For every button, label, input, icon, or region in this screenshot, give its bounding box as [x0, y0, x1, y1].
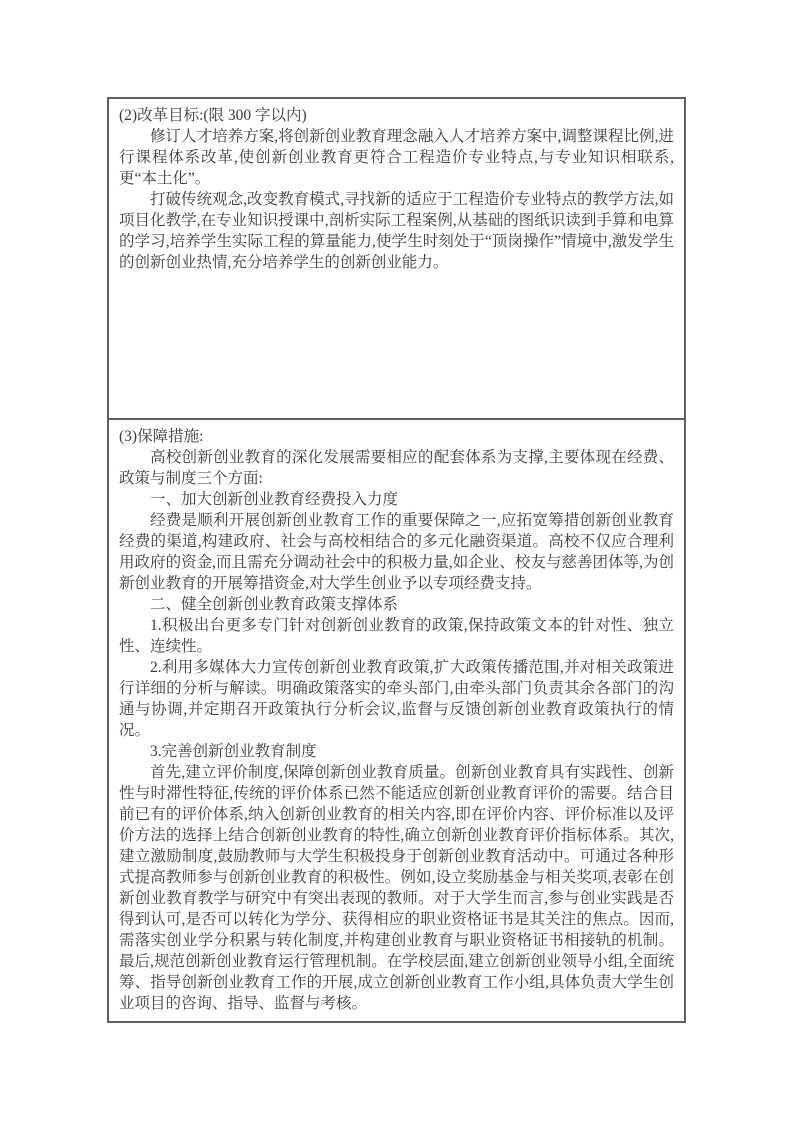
safeguard-subheading-policy: 二、健全创新创业教育政策支撑体系: [150, 596, 399, 613]
safeguard-paragraph: 1.积极出台更多专门针对创新创业教育的政策,保持政策文本的针对性、独立性、连续性。: [119, 617, 674, 655]
reform-paragraph: 打破传统观念,改变教育模式,寻找新的适应于工程造价专业特点的教学方法,如项目化教学,在专业知识授课中,剖析实际工程案例,从基础的图纸识读到手算和电算的学习,培养学生实际工程的算量能力,使学生时刻处于“顶岗操作”情境中,激发学生的创新创业热情,充分培养学生的创新创业能力。: [119, 191, 674, 271]
safeguard-subheading-funding: 一、加大创新创业教育经费投入力度: [150, 491, 399, 508]
safeguard-paragraph: 首先,建立评价制度,保障创新创业教育质量。创新创业教育具有实践性、创新性与时滞性特征,传统的评价体系已然不能适应创新创业教育评价的需要。结合目前已有的评价体系,纳入创新创业教育的相关内容,即在评价内容、评价标准以及评价方法的选择上结合创新创业教育的特性,确立创新创业教育评价指标体系。其次,建立激励制度,鼓励教师与大学生积极投身于创新创业教育活动中。可通过各种形式提高教师参与创新创业教育的积极性。例如,设立奖励基金与相关奖项,表彰在创新创业教育教学与研究中有突出表现的教师。对于大学生而言,参与创业实践是否得到认可,是否可以转化为学分、获得相应的职业资格证书是其关注的焦点。因而,需落实创业学分积累与转化制度,并构建创业教育与职业资格证书相接轨的机制。最后,规范创新创业教育运行管理机制。在学校层面,建立创新创业领导小组,全面统筹、指导创新创业教育工作的开展,成立创新创业教育工作小组,具体负责大学生创业项目的咨询、指导、监督与考核。: [119, 764, 674, 1012]
safeguard-measures-heading: (3)保障措施:: [119, 428, 204, 445]
safeguard-subheading-system: 3.完善创新创业教育制度: [150, 743, 317, 760]
form-table: [107, 97, 686, 1023]
reform-goals-heading: (2)改革目标:(限 300 字以内): [119, 107, 307, 124]
safeguard-measures-cell: [109, 418, 684, 1021]
reform-paragraph: 修订人才培养方案,将创新创业教育理念融入人才培养方案中,调整课程比例,进行课程体系改革,使创新创业教育更符合工程造价专业特点,与专业知识相联系,更“本土化”。: [119, 128, 674, 187]
safeguard-paragraph: 高校创新创业教育的深化发展需要相应的配套体系为支撑,主要体现在经费、政策与制度三个方面:: [119, 449, 674, 487]
safeguard-paragraph: 2.利用多媒体大力宣传创新创业教育政策,扩大政策传播范围,并对相关政策进行详细的分析与解读。明确政策落实的牵头部门,由牵头部门负责其余各部门的沟通与协调,并定期召开政策执行分析会议,监督与反馈创新创业教育政策执行的情况。: [119, 659, 674, 739]
safeguard-paragraph: 经费是顺利开展创新创业教育工作的重要保障之一,应拓宽筹措创新创业教育经费的渠道,构建政府、社会与高校相结合的多元化融资渠道。高校不仅应合理利用政府的资金,而且需充分调动社会中的积极力量,如企业、校友与慈善团体等,为创新创业教育的开展筹措资金,对大学生创业予以专项经费支持。: [119, 512, 674, 592]
reform-goals-cell: [109, 99, 684, 418]
